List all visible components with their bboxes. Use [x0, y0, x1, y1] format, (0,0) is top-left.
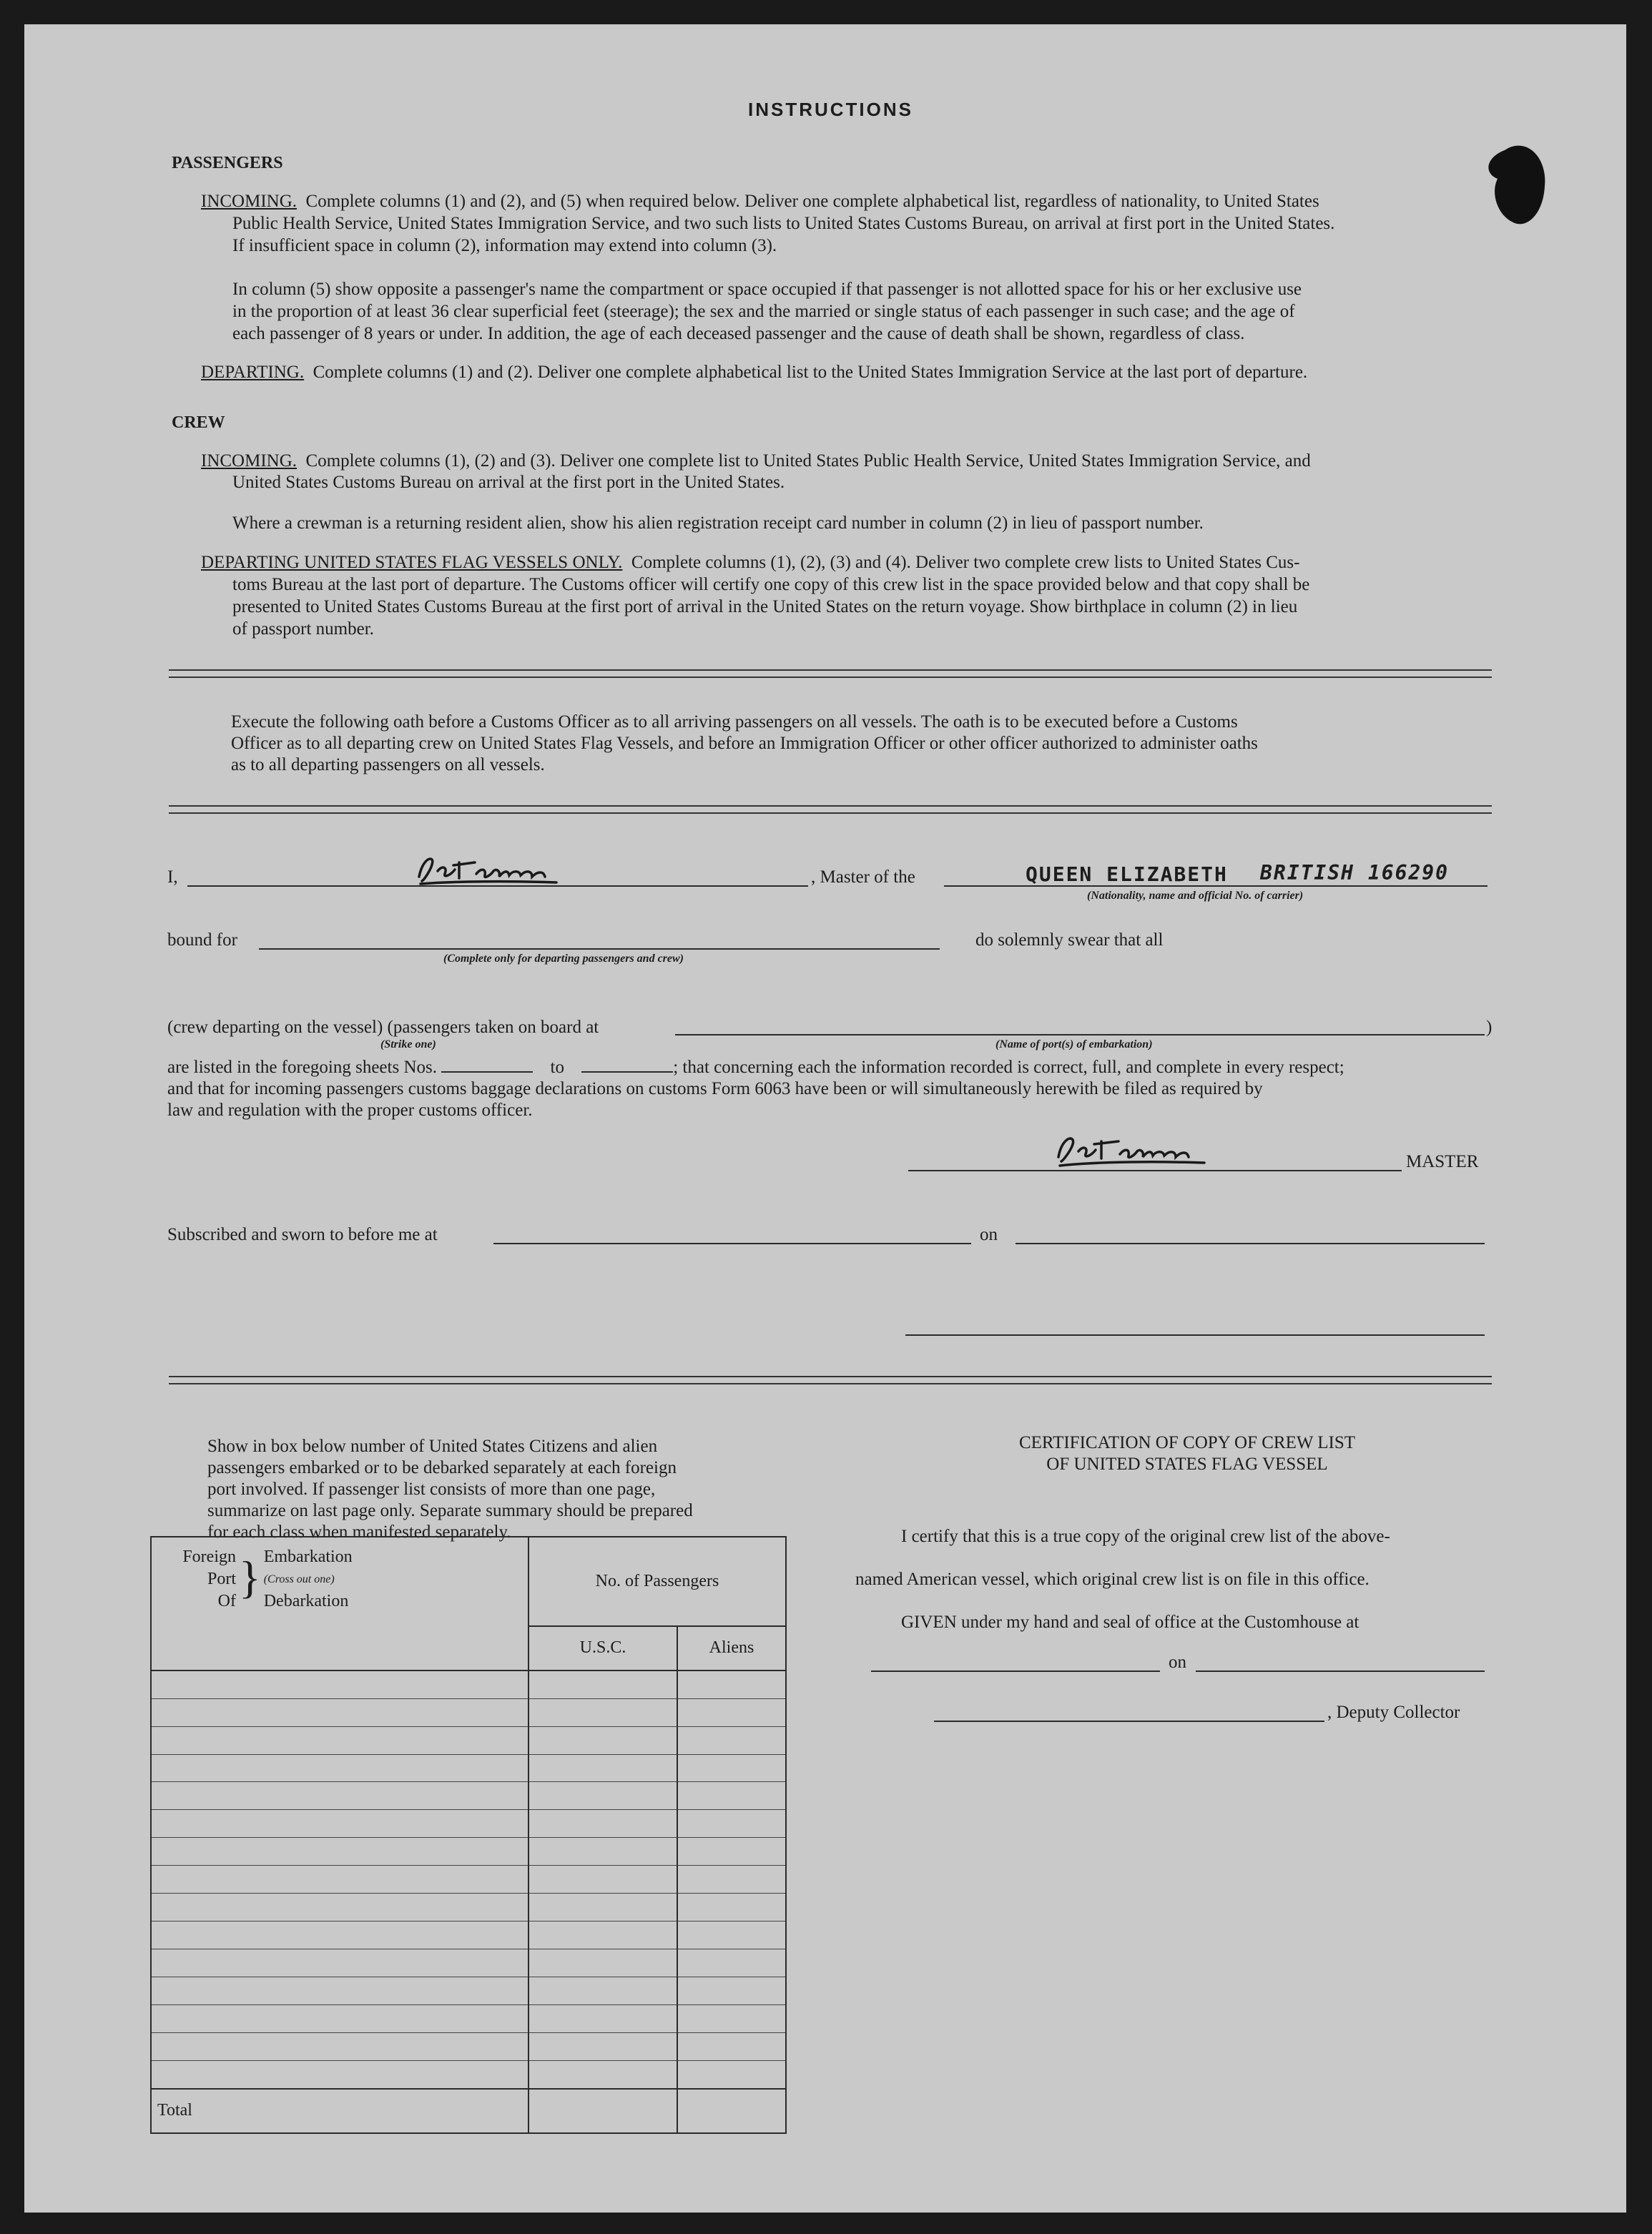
crew-departing-line-4: of passport number.: [232, 619, 374, 639]
crew-departing-line-1: [201, 552, 1299, 574]
section-divider-2: [169, 805, 1492, 814]
bound-for-field[interactable]: [259, 948, 940, 950]
col-port-3: Of: [217, 1592, 236, 1610]
listed-sheets-line-3: law and regulation with the proper customs officer.: [167, 1101, 533, 1120]
oath-intro-line-1: Execute the following oath before a Customs Officer as to all arriving passengers on all vessels. The oath is to be executed before a Customs: [231, 712, 1238, 732]
passengers-departing-line: [201, 362, 1307, 383]
passengers-incoming-line-3: If insufficient space in column (2), information may extend into column (3).: [232, 236, 777, 255]
total-row: [151, 2089, 786, 2133]
close-paren: ): [1486, 1018, 1493, 1037]
certification-text-1: I certify that this is a true copy of the original crew list of the above-: [901, 1527, 1390, 1546]
crew-departing-line-2: toms Bureau at the last port of departure. The Customs officer will certify one copy of this crew list in the space provided below and that copy shall be: [232, 575, 1310, 594]
bound-for-label: bound for: [167, 930, 237, 950]
column5-line-3: each passenger of 8 years or under. In addition, the age of each deceased passenger and the cause of death shall be shown, regardless of class.: [232, 324, 1245, 343]
total-label: Total: [151, 2089, 528, 2133]
col-passengers: No. of Passengers: [528, 1537, 786, 1626]
vessel-caption: (Nationality, name and official No. of carrier): [1087, 890, 1304, 902]
subscribed-place-field[interactable]: [493, 1243, 971, 1244]
port-header-cell: [151, 1537, 528, 1670]
crew-resident-alien-line: Where a crewman is a returning resident alien, show his alien registration receipt card number in column (2) in lieu of passport number.: [232, 513, 1204, 533]
deputy-collector-field[interactable]: [934, 1721, 1324, 1722]
bound-for-caption: (Complete only for departing passengers and crew): [443, 953, 684, 965]
listed-to: to: [550, 1058, 564, 1077]
crew-departing-passengers-text: (crew departing on the vessel) (passengers taken on board at: [167, 1018, 599, 1037]
passengers-incoming-line-1: [201, 191, 1319, 212]
crew-incoming-text-1: Complete columns (1), (2) and (3). Deliver one complete list to United States Public Health Service, United States Immigration Service, and: [305, 451, 1311, 471]
table-row[interactable]: [151, 1670, 786, 1698]
table-row[interactable]: [151, 2060, 786, 2088]
page-title: INSTRUCTIONS: [748, 99, 913, 120]
table-row[interactable]: [151, 1949, 786, 1977]
col-debarkation: Debarkation: [263, 1592, 349, 1610]
listed-sheets-line-2: and that for incoming passengers customs baggage declarations on customs Form 6063 have been or will simultaneously herewith be filed as required by: [167, 1079, 1263, 1098]
table-row[interactable]: [151, 1838, 786, 1866]
table-row[interactable]: [151, 1726, 786, 1754]
table-row[interactable]: [151, 2004, 786, 2032]
master-of-label: , Master of the: [811, 867, 915, 887]
certification-text-2: named American vessel, which original crew list is on file in this office.: [855, 1570, 1370, 1589]
summary-instructions-line-2: passengers embarked or to be debarked separately at each foreign: [207, 1458, 677, 1477]
total-aliens-cell[interactable]: [677, 2089, 786, 2133]
passengers-departing-text: Complete columns (1) and (2). Deliver one complete alphabetical list to the United States Immigration Service at the last port of departure.: [313, 363, 1308, 382]
table-row[interactable]: [151, 1977, 786, 2004]
officer-signature-field[interactable]: [905, 1334, 1485, 1336]
passenger-summary-table: [150, 1536, 787, 2134]
brace-icon: }: [239, 1552, 261, 1603]
listed-sheets-line-1: [167, 1057, 1344, 1078]
table-row[interactable]: [151, 1866, 786, 1894]
embarkation-ports-field[interactable]: [675, 1034, 1485, 1035]
section-divider-3: [169, 1376, 1492, 1384]
crew-incoming-line-2: United States Customs Bureau on arrival at the first port in the United States.: [232, 473, 785, 492]
table-row[interactable]: [151, 1921, 786, 1949]
embarkation-ports-caption: (Name of port(s) of embarkation): [995, 1038, 1153, 1050]
vessel-nationality-number: BRITISH 166290: [1260, 861, 1450, 885]
col-embarkation: Embarkation: [263, 1547, 353, 1566]
sheet-from-field[interactable]: [441, 1071, 533, 1073]
crew-heading: CREW: [172, 413, 225, 432]
table-row[interactable]: [151, 1754, 786, 1782]
certification-text-3: GIVEN under my hand and seal of office at the Customhouse at: [901, 1613, 1360, 1632]
listed-text-b: ; that concerning each the information recorded is correct, full, and complete in every respect;: [673, 1058, 1344, 1077]
oath-i-label: I,: [167, 867, 178, 887]
vessel-name: QUEEN ELIZABETH: [1026, 862, 1228, 886]
subscribed-label: Subscribed and sworn to before me at: [167, 1225, 438, 1244]
certification-on-label: on: [1169, 1653, 1186, 1672]
customhouse-field[interactable]: [871, 1670, 1160, 1672]
certification-title-1: CERTIFICATION OF COPY OF CREW LIST: [1018, 1433, 1356, 1452]
table-row[interactable]: [151, 1782, 786, 1810]
table-row[interactable]: [151, 2032, 786, 2060]
column5-line-1: In column (5) show opposite a passenger's name the compartment or space occupied if that passenger is not allotted space for his or her exclusive use: [232, 280, 1302, 299]
crew-departing-text-1: Complete columns (1), (2), (3) and (4). Deliver two complete crew lists to United States Cus-: [631, 553, 1300, 572]
table-row[interactable]: [151, 1698, 786, 1726]
passengers-departing-label: DEPARTING.: [201, 363, 305, 382]
master-signature: [413, 850, 606, 890]
passengers-heading: PASSENGERS: [172, 154, 283, 172]
crew-departing-label: DEPARTING UNITED STATES FLAG VESSELS ONLY.: [201, 553, 623, 572]
section-divider-1: [169, 669, 1492, 678]
master-signature-2: [1051, 1128, 1252, 1171]
passengers-incoming-line-2: Public Health Service, United States Immigration Service, and two such lists to United States Customs Bureau, on arrival at first port in the United States.: [232, 214, 1335, 233]
certification-title-2: OF UNITED STATES FLAG VESSEL: [1046, 1455, 1328, 1474]
table-row[interactable]: [151, 1894, 786, 1921]
passengers-incoming-label: INCOMING.: [201, 192, 298, 211]
sheet-to-field[interactable]: [581, 1071, 673, 1073]
total-usc-cell[interactable]: [528, 2089, 677, 2133]
oath-intro-line-2: Officer as to all departing crew on United States Flag Vessels, and before an Immigration Officer or other officer authorized to administer oaths: [231, 734, 1258, 753]
summary-instructions-line-3: port involved. If passenger list consists of more than one page,: [207, 1480, 656, 1499]
column5-line-2: in the proportion of at least 36 clear superficial feet (steerage); the sex and the married or single status of each passenger in such case; and the age of: [232, 302, 1295, 321]
summary-instructions-line-5: for each class when manifested separately.: [207, 1522, 511, 1542]
table-row[interactable]: [151, 1810, 786, 1838]
summary-instructions-line-4: summarize on last page only. Separate summary should be prepared: [207, 1501, 693, 1520]
crew-incoming-line-1: [201, 451, 1311, 472]
col-port-1: Foreign: [182, 1547, 236, 1566]
subscribed-on-label: on: [980, 1225, 998, 1244]
passengers-incoming-text-1: Complete columns (1) and (2), and (5) when required below. Deliver one complete alphabetical list, regardless of nationality, to United States: [305, 192, 1319, 211]
deputy-collector-label: , Deputy Collector: [1327, 1703, 1460, 1722]
listed-text-a: are listed in the foregoing sheets Nos.: [167, 1058, 437, 1077]
solemnly-swear-text: do solemnly swear that all: [975, 930, 1164, 950]
oath-intro-line-3: as to all departing passengers on all vessels.: [231, 755, 545, 774]
ink-blot: [1476, 136, 1555, 236]
certification-date-field[interactable]: [1196, 1670, 1485, 1672]
master-label: MASTER: [1406, 1152, 1479, 1171]
col-cross-out: (Cross out one): [263, 1573, 335, 1585]
summary-instructions-line-1: Show in box below number of United States Citizens and alien: [207, 1437, 658, 1456]
crew-departing-line-3: presented to United States Customs Bureau at the first port of arrival in the United States on the return voyage. Show birthplace in column (2) in lieu: [232, 597, 1298, 616]
crew-incoming-label: INCOMING.: [201, 451, 298, 471]
col-aliens: Aliens: [677, 1626, 786, 1670]
subscribed-date-field[interactable]: [1016, 1243, 1485, 1244]
master-signature-field[interactable]: [908, 1170, 1402, 1171]
col-port-2: Port: [207, 1570, 236, 1588]
col-usc: U.S.C.: [528, 1626, 677, 1670]
strike-one-caption: (Strike one): [380, 1038, 436, 1050]
